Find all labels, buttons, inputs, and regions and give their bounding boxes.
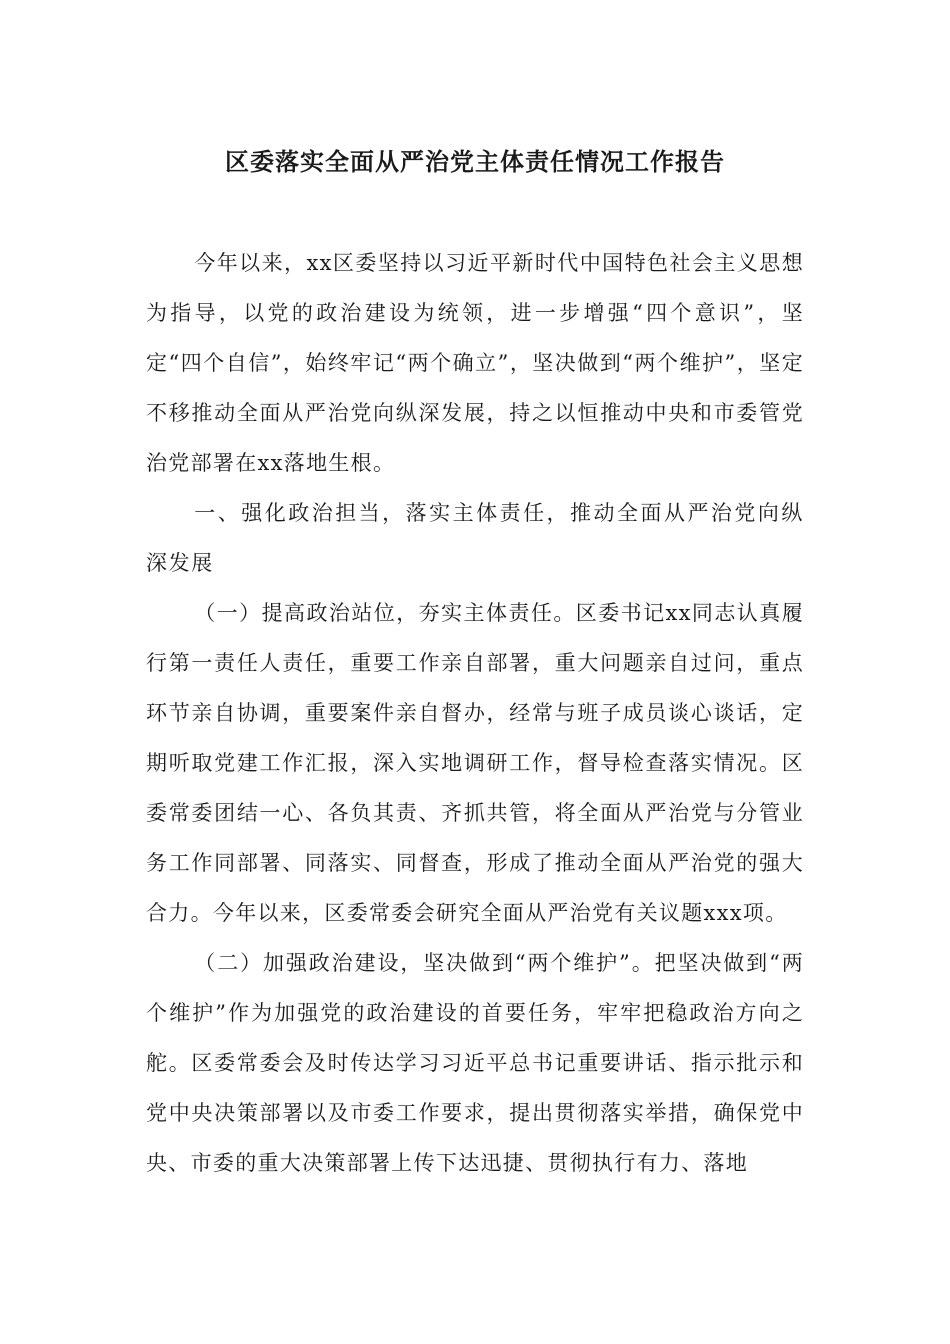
document-body: [146, 238, 804, 1188]
section-heading-1: 一、强化政治担当，落实主体责任，推动全面从严治党向纵深发展: [146, 501, 804, 575]
document-title: 区委落实全面从严治党主体责任情况工作报告: [225, 148, 725, 176]
paragraph-subsection-1: （一）提高政治站位，夯实主体责任。区委书记xx同志认真履行第一责任人责任，重要工作亲自部署，重大问题亲自过问，重点环节亲自协调，重要案件亲自督办，经常与班子成员谈心谈话，定期听取党建工作汇报，深入实地调研工作，督导检查落实情况。区委常委团结一心、各负其责、齐抓共管，将全面从严治党与分管业务工作同部署、同落实、同督查，形成了推动全面从严治党的强大合力。今年以来，区委常委会研究全面从严治党有关议题xxx项。: [146, 601, 804, 925]
paragraph-intro: 今年以来，xx区委坚持以习近平新时代中国特色社会主义思想为指导，以党的政治建设为统领，进一步增强“四个意识”，坚定“四个自信”，始终牢记“两个确立”，坚决做到“两个维护”，坚定不移推动全面从严治党向纵深发展，持之以恒推动中央和市委管党治党部署在xx落地生根。: [146, 251, 804, 475]
paragraph-subsection-2: （二）加强政治建设，坚决做到“两个维护”。把坚决做到“两个维护”作为加强党的政治建设的首要任务，牢牢把稳政治方向之舵。区委常委会及时传达学习习近平总书记重要讲话、指示批示和党中央决策部署以及市委工作要求，提出贯彻落实举措，确保党中央、市委的重大决策部署上传下达迅捷、贯彻执行有力、落地: [146, 951, 804, 1175]
